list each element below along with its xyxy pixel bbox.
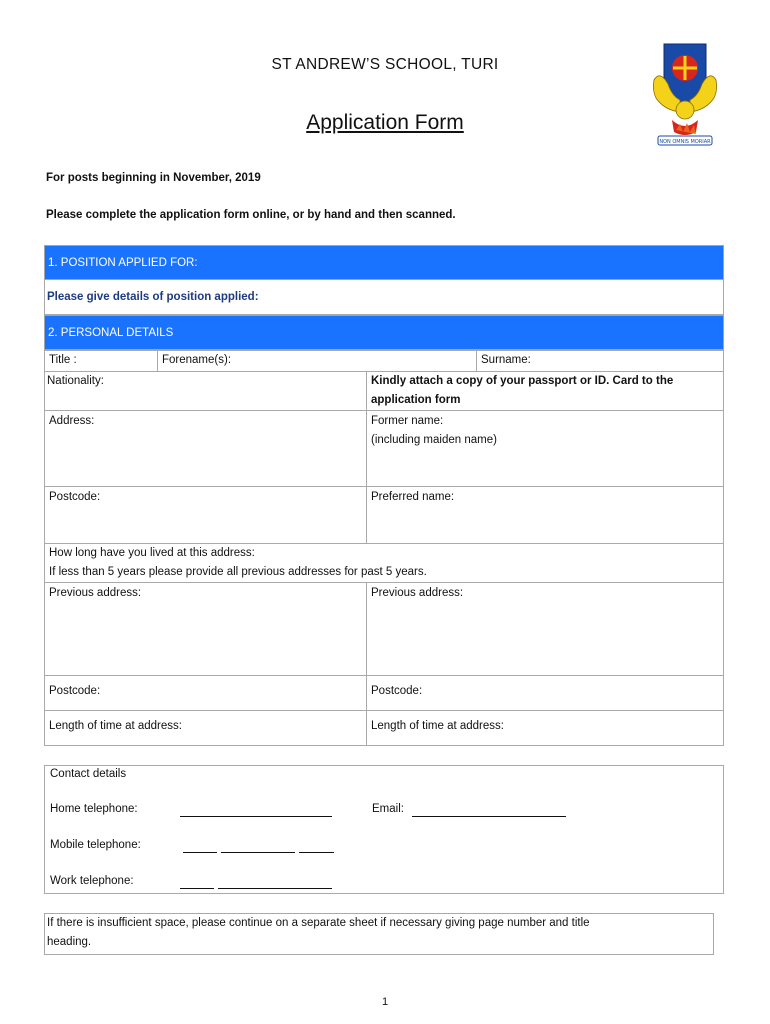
previous-address-right-field[interactable] xyxy=(366,582,724,676)
length-at-address-left-field[interactable] xyxy=(44,710,366,746)
section-2-heading: 2. PERSONAL DETAILS xyxy=(44,315,724,350)
length-at-address-right-label: Length of time at address: xyxy=(371,720,504,732)
title-field[interactable] xyxy=(44,350,157,372)
previous-postcode-left-label: Postcode: xyxy=(49,685,101,697)
email-label: Email: xyxy=(372,803,404,815)
postcode-field[interactable] xyxy=(44,486,366,544)
previous-address-right-label: Previous address: xyxy=(371,587,464,599)
previous-address-left-field[interactable] xyxy=(44,582,366,676)
length-at-address-left-label: Length of time at address: xyxy=(49,720,182,732)
insufficient-space-note xyxy=(44,913,714,955)
address-label: Address: xyxy=(49,415,95,427)
mobile-telephone-label: Mobile telephone: xyxy=(50,839,141,851)
forenames-field[interactable] xyxy=(157,350,476,372)
residence-duration-field[interactable] xyxy=(44,543,724,583)
note-line1: If there is insufficient space, please continue on a separate sheet if necessary giving page number and title xyxy=(47,917,590,929)
email-input-line[interactable] xyxy=(412,816,566,817)
passport-note xyxy=(366,371,724,411)
preferred-name-field[interactable] xyxy=(366,486,724,544)
former-name-field[interactable] xyxy=(366,410,724,487)
contact-details-heading: Contact details xyxy=(50,768,127,780)
nationality-label: Nationality: xyxy=(47,375,104,387)
contact-details-box xyxy=(44,765,724,894)
previous-postcode-left-field[interactable] xyxy=(44,675,366,711)
crest-motto: NON OMNIS MORIAR xyxy=(659,139,711,145)
position-applied-field[interactable]: Please give details of position applied: xyxy=(44,280,724,315)
former-name-label: Former name: xyxy=(371,415,444,427)
preferred-name-label: Preferred name: xyxy=(371,491,455,503)
home-telephone-input-line[interactable] xyxy=(180,816,332,817)
mobile-telephone-input-line-3[interactable] xyxy=(299,852,334,853)
mobile-telephone-input-line-2[interactable] xyxy=(221,852,295,853)
work-telephone-label: Work telephone: xyxy=(50,875,134,887)
title-label: Title : xyxy=(49,354,77,366)
passport-note-line2: application form xyxy=(371,394,461,406)
address-field[interactable] xyxy=(44,410,366,487)
page-number: 1 xyxy=(381,996,389,1008)
school-crest-logo xyxy=(650,40,720,150)
school-name: ST ANDREW’S SCHOOL, TURI xyxy=(271,56,499,73)
intro-instructions-line: Please complete the application form online, or by hand and then scanned. xyxy=(46,209,456,221)
previous-address-hint: If less than 5 years please provide all previous addresses for past 5 years. xyxy=(49,566,427,578)
previous-address-left-label: Previous address: xyxy=(49,587,142,599)
intro-posts-line: For posts beginning in November, 2019 xyxy=(46,172,261,184)
home-telephone-label: Home telephone: xyxy=(50,803,138,815)
surname-field[interactable] xyxy=(476,350,724,372)
residence-duration-label: How long have you lived at this address: xyxy=(49,547,255,559)
previous-postcode-right-field[interactable] xyxy=(366,675,724,711)
work-telephone-input-line-2[interactable] xyxy=(218,888,332,889)
postcode-label: Postcode: xyxy=(49,491,101,503)
section-1-heading: 1. POSITION APPLIED FOR: xyxy=(44,245,724,280)
note-line2: heading. xyxy=(47,936,92,948)
form-title: Application Form xyxy=(306,111,464,134)
passport-note-line1: Kindly attach a copy of your passport or ID. Card to the xyxy=(371,375,674,387)
forenames-label: Forename(s): xyxy=(162,354,232,366)
work-telephone-input-line-1[interactable] xyxy=(180,888,214,889)
mobile-telephone-input-line-1[interactable] xyxy=(183,852,217,853)
nationality-field[interactable] xyxy=(44,371,366,411)
previous-postcode-right-label: Postcode: xyxy=(371,685,423,697)
surname-label: Surname: xyxy=(481,354,531,366)
former-name-hint: (including maiden name) xyxy=(371,434,497,446)
length-at-address-right-field[interactable] xyxy=(366,710,724,746)
